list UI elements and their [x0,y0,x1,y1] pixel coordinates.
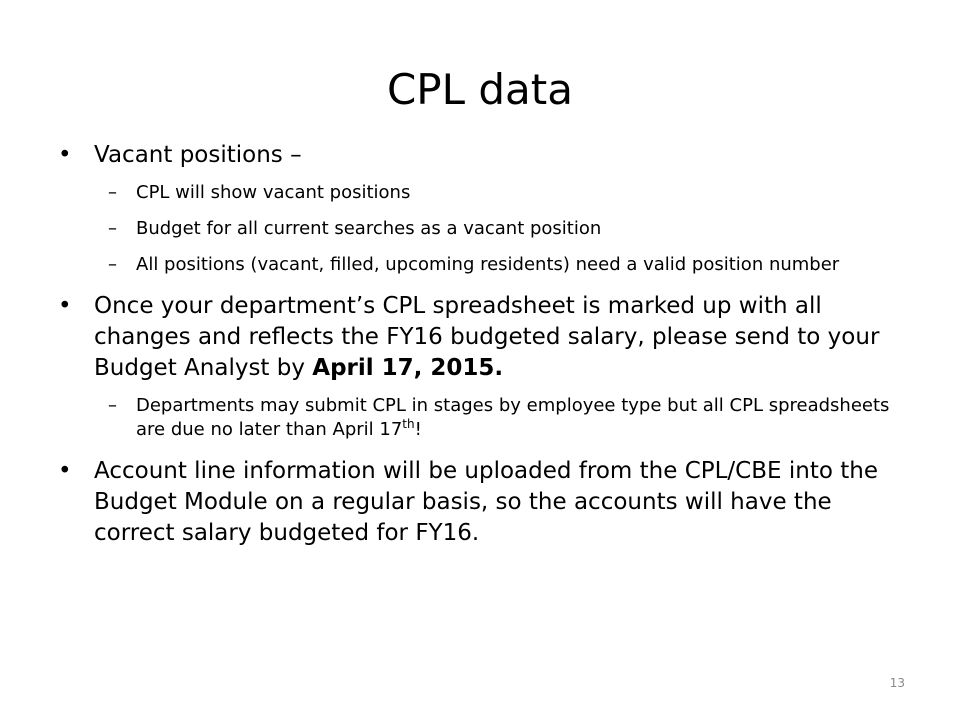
sub-bullet [58,253,898,277]
sub-bullet [58,217,898,241]
sub-bullet-text: Budget for all current searches as a vacant position [136,218,602,239]
sub-bullet-text: All positions (vacant, filled, upcoming residents) need a valid position number [136,254,840,275]
slide-title: CPL data [386,65,573,114]
bullet-vacant-positions [58,140,898,171]
sub-bullet [58,394,898,442]
deadline-date: April 17, 2015. [312,355,504,381]
bullet-icon: • [58,293,72,319]
bullet-text: Account line information will be uploaded from the CPL/CBE into the Budget Module on a regular basis, so the accounts will have the correct salary budgeted for FY16. [94,458,878,546]
dash-icon: – [108,218,117,239]
bullet-icon: • [58,142,72,168]
bullet-account-line [58,456,898,549]
ordinal-suffix: th [402,417,415,431]
bullet-icon: • [58,458,72,484]
bullet-cpl-spreadsheet [58,291,898,384]
bullet-text: Vacant positions – [94,142,302,168]
dash-icon: – [108,182,117,203]
sub-bullet [58,181,898,205]
dash-icon: – [108,254,117,275]
sub-bullet-end: ! [414,419,422,440]
page-number: 13 [889,676,905,690]
bullet-text: Once your department’s CPL spreadsheet is marked up with all changes and reflects the FY16 budgeted salary, please send to your Budget Analyst by [94,293,880,381]
slide-body [58,140,898,559]
dash-icon: – [108,395,117,416]
sub-bullet-text: CPL will show vacant positions [136,182,411,203]
sub-bullet-text: Departments may submit CPL in stages by employee type but all CPL spreadsheets are due no later than April 17 [136,395,890,440]
